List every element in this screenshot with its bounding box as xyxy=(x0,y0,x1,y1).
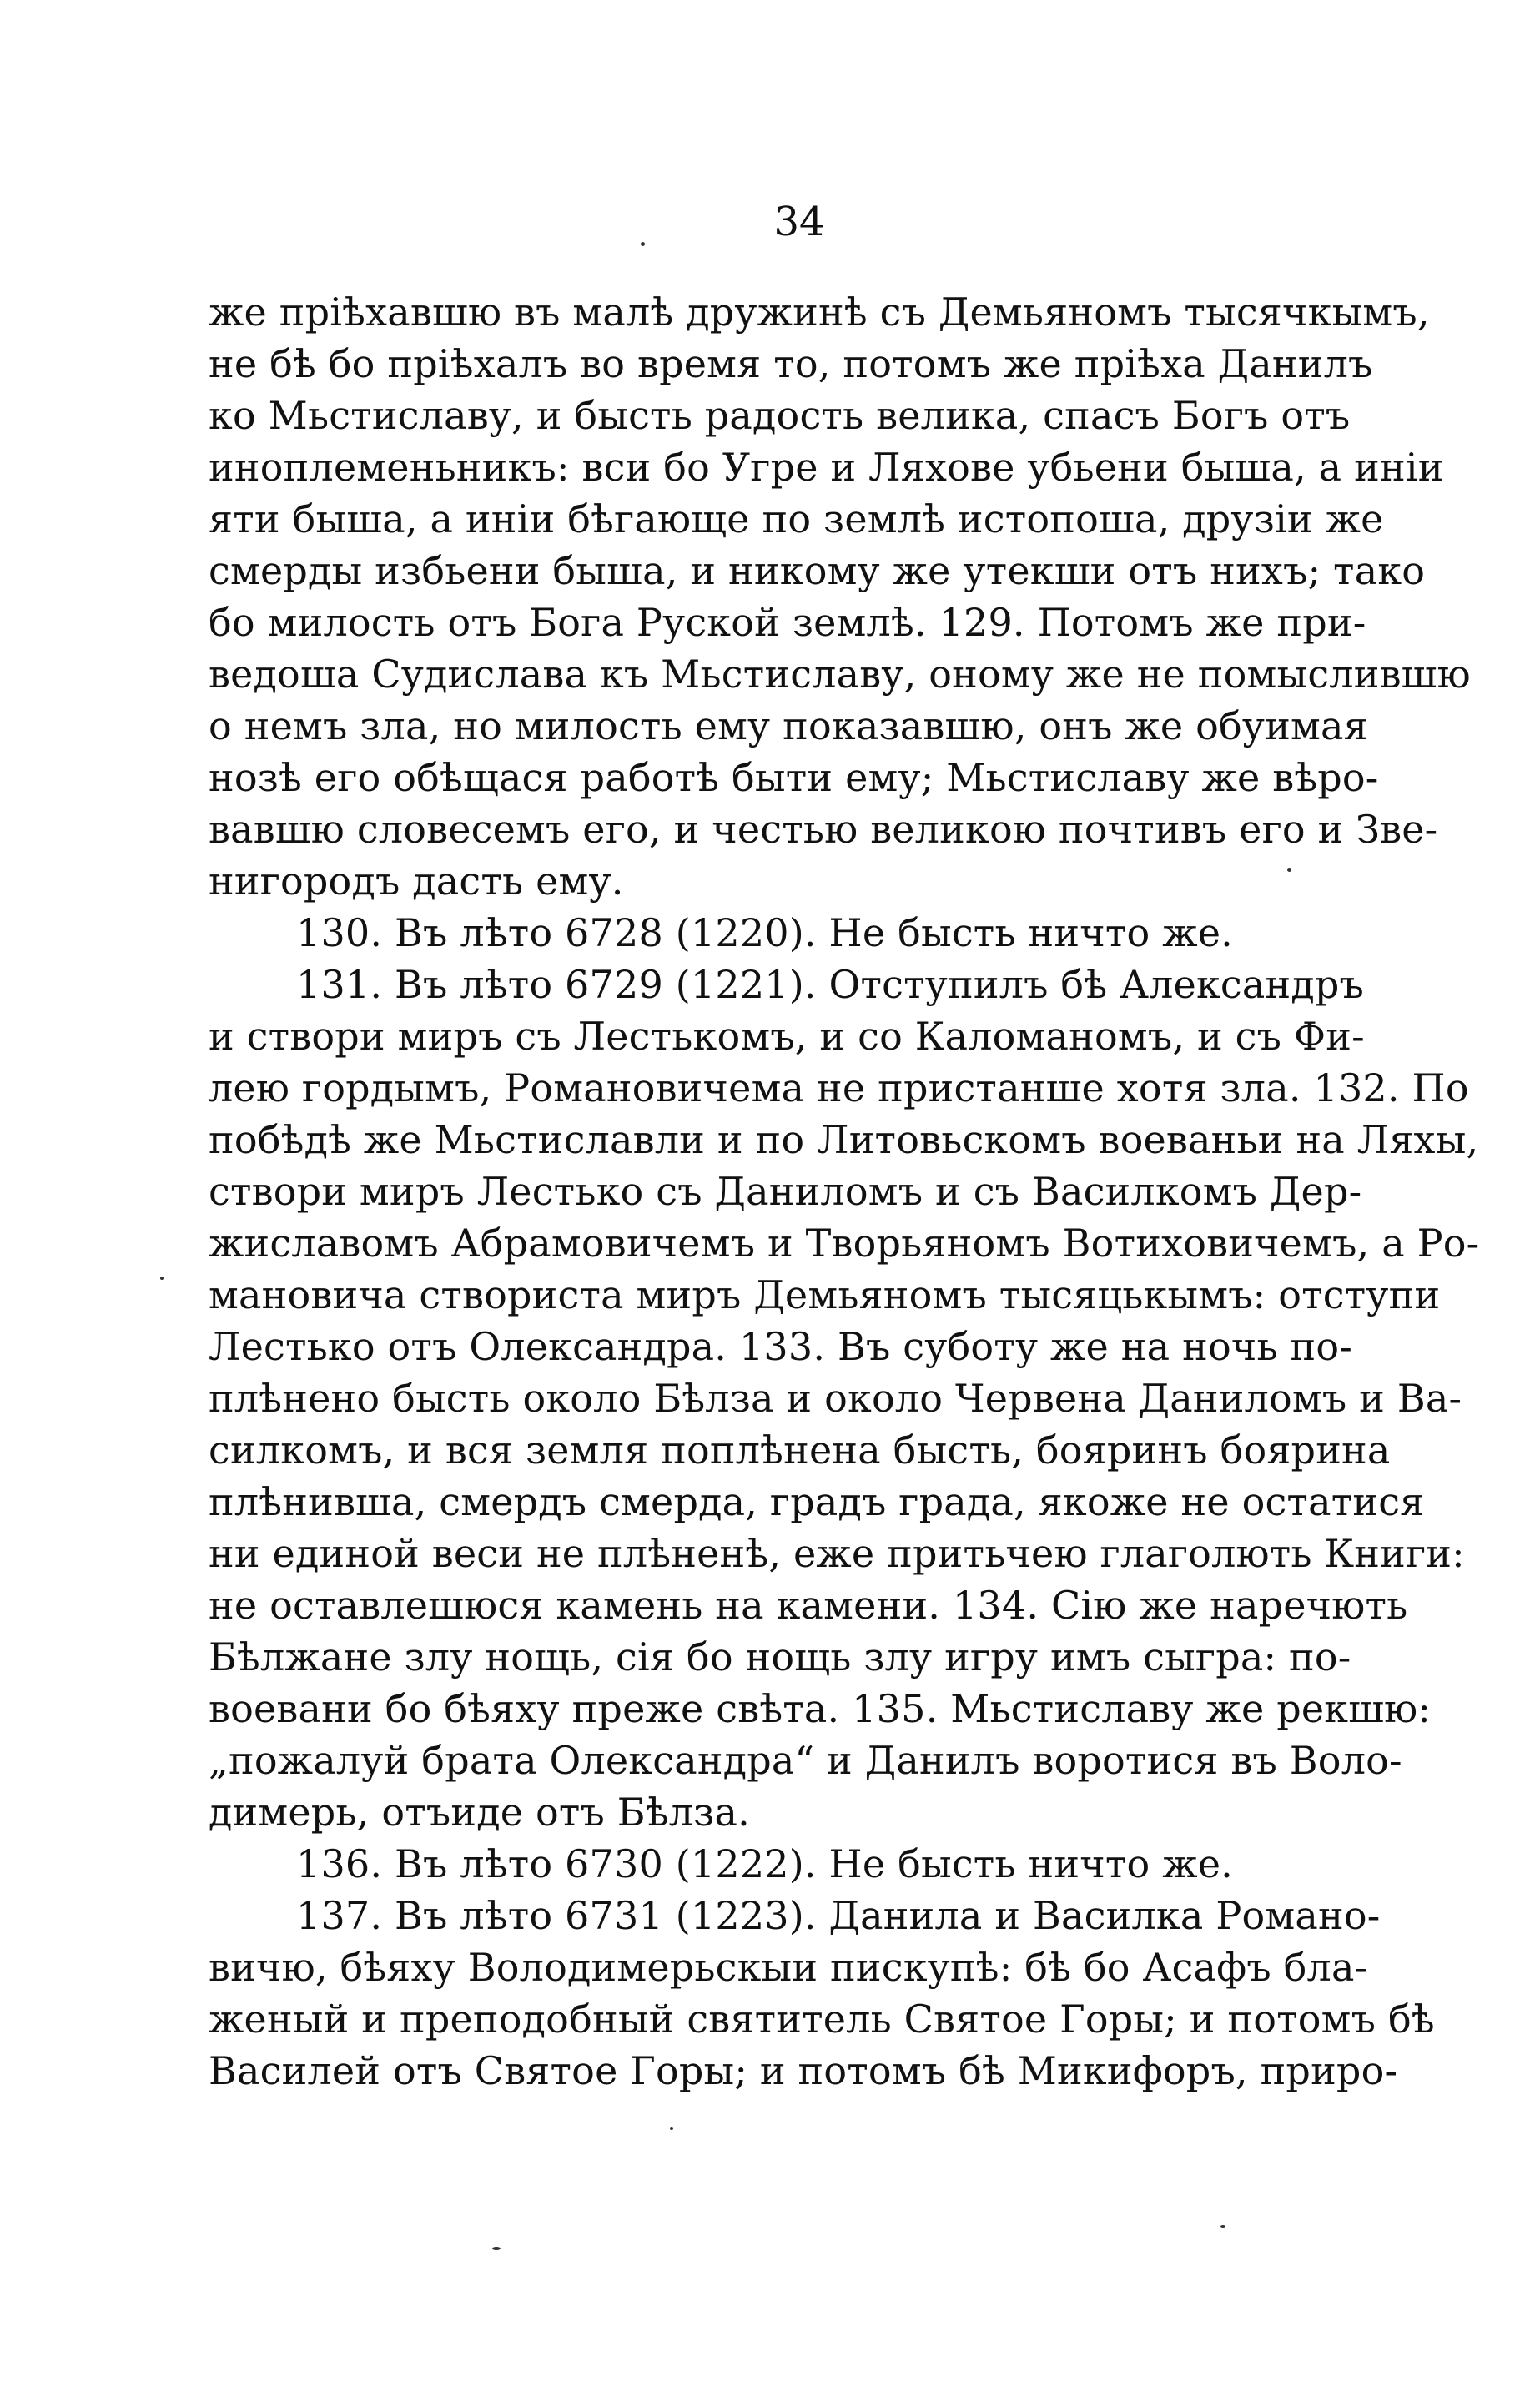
scan-speck xyxy=(670,2127,673,2130)
text-line: силкомъ, и вся земля поплѣнена бысть, бояринъ боярина xyxy=(209,1428,1391,1473)
text-line: 137. Въ лѣто 6731 (1223). Данила и Василка Романо- xyxy=(296,1893,1381,1938)
text-line: плѣнено бысть около Бѣлза и около Червена Даниломъ и Ва- xyxy=(209,1376,1462,1421)
scan-speck xyxy=(641,242,645,246)
text-line: створи миръ Лестько съ Даниломъ и съ Василкомъ Дер- xyxy=(209,1169,1362,1214)
text-line: 130. Въ лѣто 6728 (1220). Не бысть ничто же. xyxy=(296,910,1233,955)
text-line: вичю, бѣяху Володимерьскыи пискупѣ: бѣ бо Асафъ бла- xyxy=(209,1945,1368,1990)
scan-speck xyxy=(1220,2225,1225,2228)
text-line: побѣдѣ же Мьстиславли и по Литовьскомъ воеваньи на Ляхы, xyxy=(209,1117,1479,1162)
text-line: воевани бо бѣяху преже свѣта. 135. Мьстиславу же рекшю: xyxy=(209,1686,1432,1731)
text-line: женый и преподобный святитель Святое Горы; и потомъ бѣ xyxy=(209,1997,1435,2042)
scan-speck xyxy=(492,2247,501,2250)
text-line: Василей отъ Святое Горы; и потомъ бѣ Микифоръ, приро- xyxy=(209,2048,1398,2093)
text-line: вавшю словесемъ его, и честью великою почтивъ его и Зве- xyxy=(209,807,1438,852)
text-line: димерь, отъиде отъ Бѣлза. xyxy=(209,1790,750,1835)
text-line: 136. Въ лѣто 6730 (1222). Не бысть ничто же. xyxy=(296,1841,1233,1886)
text-line: Лестько отъ Олександра. 133. Въ суботу же на ночь по- xyxy=(209,1324,1353,1369)
text-line: же пріѣхавшю въ малѣ дружинѣ съ Демьяномъ тысячкымъ, xyxy=(209,290,1430,335)
text-line: бо милость отъ Бога Руской землѣ. 129. Потомъ же при- xyxy=(209,600,1366,645)
text-line: о немъ зла, но милость ему показавшю, онъ же обуимая xyxy=(209,703,1368,748)
text-line: нигородъ дасть ему. xyxy=(209,859,624,904)
text-line: Бѣлжане злу нощь, сія бо нощь злу игру имъ сыгра: по- xyxy=(209,1634,1351,1679)
text-line: лею гордымъ, Романовичема не пристанше хотя зла. 132. По xyxy=(209,1065,1469,1110)
text-line: яти быша, а иніи бѣгающе по землѣ истопоша, друзіи же xyxy=(209,496,1384,541)
text-line: плѣнивша, смердъ смерда, градъ града, якоже не остатися xyxy=(209,1479,1425,1524)
text-line: ко Мьстиславу, и бысть радость велика, спасъ Богъ отъ xyxy=(209,393,1351,438)
text-line: нозѣ его обѣщася работѣ быти ему; Мьстиславу же вѣро- xyxy=(209,755,1379,800)
text-line: 131. Въ лѣто 6729 (1221). Отступилъ бѣ Александръ xyxy=(296,962,1364,1007)
text-line: жиславомъ Абрамовичемъ и Творьяномъ Вотиховичемъ, а Ро- xyxy=(209,1221,1480,1266)
scan-speck xyxy=(1287,868,1291,872)
text-line: не бѣ бо пріѣхалъ во время то, потомъ же пріѣха Данилъ xyxy=(209,341,1373,386)
text-line: иноплеменьникъ: вси бо Угре и Ляхове убьени быша, а иніи xyxy=(209,445,1444,490)
text-line: смерды избьени быша, и никому же утекши отъ нихъ; тако xyxy=(209,548,1426,593)
body-text xyxy=(209,286,1480,2097)
text-line: „пожалуй брата Олександра“ и Данилъ воротися въ Воло- xyxy=(209,1738,1402,1783)
text-line: мановича створиста миръ Демьяномъ тысяцькымъ: отступи xyxy=(209,1272,1441,1317)
text-line: не оставлешюся камень на камени. 134. Сію же наречють xyxy=(209,1583,1408,1628)
page-number: 34 xyxy=(773,199,825,245)
text-line: ведоша Судислава къ Мьстиславу, оному же не помыслившю xyxy=(209,652,1471,697)
text-line: ни единой веси не плѣненѣ, еже притьчею глаголють Книги: xyxy=(209,1531,1465,1576)
scan-speck xyxy=(160,1277,164,1280)
text-line: и створи миръ съ Лестькомъ, и со Каломаномъ, и съ Фи- xyxy=(209,1014,1365,1059)
